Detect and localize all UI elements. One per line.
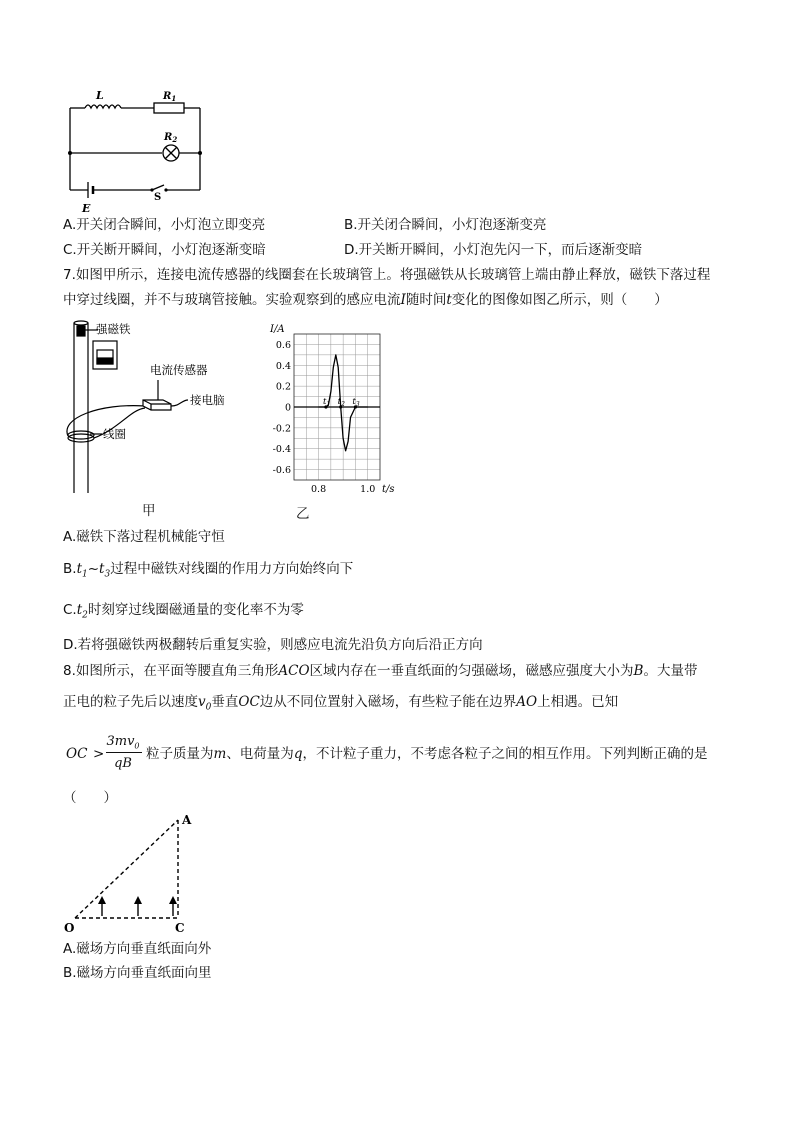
vertex-A: A — [182, 813, 192, 827]
q8-triangle-figure — [60, 808, 210, 936]
q6-option-a: A.开关闭合瞬间，小灯泡立即变亮 — [63, 217, 266, 233]
q6-option-b: B.开关闭合瞬间，小灯泡逐渐变亮 — [344, 217, 547, 233]
q8-stem-line3: 粒子质量为m、电荷量为q，不计粒子重力，不考虑各粒子之间的相互作用。下列判断正确的是 — [146, 746, 708, 762]
y-tick-label: -0.2 — [272, 423, 291, 435]
magnet-label: 强磁铁 — [96, 322, 131, 336]
resistor-r1 — [154, 103, 184, 113]
q7-stem-line1: 7.如图甲所示，连接电流传感器的线圈套在长玻璃管上。将强磁铁从长玻璃管上端由静止释放，磁铁下落过程 — [63, 267, 711, 283]
q7-option-d: D.若将强磁铁两极翻转后重复实验，则感应电流先沿负方向后沿正方向 — [63, 637, 483, 653]
q8-option-a: A.磁场方向垂直纸面向外 — [63, 941, 212, 957]
label-E: E — [82, 202, 91, 215]
switch-s — [152, 185, 164, 190]
vertex-O: O — [64, 921, 75, 935]
y-tick-label: 0 — [284, 402, 291, 414]
x-tick-label: 0.8 — [311, 484, 327, 495]
q7-figure-jia — [60, 318, 240, 503]
x-axis-label: t/s — [382, 484, 395, 495]
label-S: S — [154, 192, 162, 203]
q8-fraction-numerator: $3mv_0$ — [106, 734, 140, 751]
q7-caption-yi: 乙 — [296, 506, 310, 522]
q6-option-d: D.开关断开瞬间，小灯泡先闪一下，而后逐渐变暗 — [344, 242, 643, 258]
q8-stem-line2: 正电的粒子先后以速度$v_0$垂直OC边从不同位置射入磁场，有些粒子能在边界AO上相遇。已知 — [63, 694, 619, 713]
q8-fraction-bar — [106, 752, 142, 753]
y-tick-label: 0.2 — [275, 381, 291, 393]
sensor-label: 电流传感器 — [150, 363, 208, 377]
q7-option-b: $B.t_1\sim t_3$过程中磁铁对线圈的作用力方向始终向下 — [63, 561, 354, 580]
y-tick-label: -0.4 — [272, 444, 291, 456]
coil-label: 线圈 — [103, 427, 126, 441]
q7-stem-line2: 中穿过线圈，并不与玻璃管接触。实验观察到的感应电流I随时间t变化的图像如图乙所示，则（ ） — [63, 292, 668, 308]
q8-gt-symbol: > — [93, 746, 105, 762]
y-tick-label: -0.6 — [272, 465, 291, 477]
annotation-label: $t_2$ — [337, 397, 345, 408]
vertex-C: C — [175, 921, 185, 935]
q7-chart-yi — [262, 322, 395, 497]
annotation-label: $t_3$ — [352, 397, 360, 408]
y-tick-label: 0.6 — [275, 339, 291, 351]
q6-circuit-diagram — [60, 85, 210, 215]
q8-stem-line1: 8.如图所示，在平面等腰直角三角形ACO区域内存在一垂直纸面的匀强磁场，磁感应强度大小为B。大量带 — [63, 663, 698, 679]
x-tick-label: 1.0 — [360, 484, 376, 495]
computer-label: 接电脑 — [190, 393, 225, 407]
inductor-coil — [85, 105, 121, 108]
y-tick-label: 0.4 — [275, 360, 291, 372]
magnet-in-tube — [77, 326, 85, 336]
q7-caption-jia: 甲 — [142, 503, 156, 519]
label-R2: $R_2$ — [164, 132, 178, 144]
q8-option-b: B.磁场方向垂直纸面向里 — [63, 965, 212, 981]
y-axis-label: I/A — [270, 324, 285, 335]
q8-fraction-denominator: qB — [114, 756, 132, 771]
q7-option-a: A.磁铁下落过程机械能守恒 — [63, 529, 225, 545]
annotation-label: $t_1$ — [322, 397, 331, 408]
label-L: L — [96, 89, 104, 102]
q8-oc-symbol: OC — [66, 746, 88, 762]
label-R1: $R_1$ — [163, 91, 177, 103]
q6-option-c: C.开关断开瞬间，小灯泡逐渐变暗 — [63, 242, 266, 258]
q7-option-c: $C.t_2$时刻穿过线圈磁通量的变化率不为零 — [63, 602, 304, 621]
q8-answer-bracket: （ ） — [63, 790, 117, 806]
